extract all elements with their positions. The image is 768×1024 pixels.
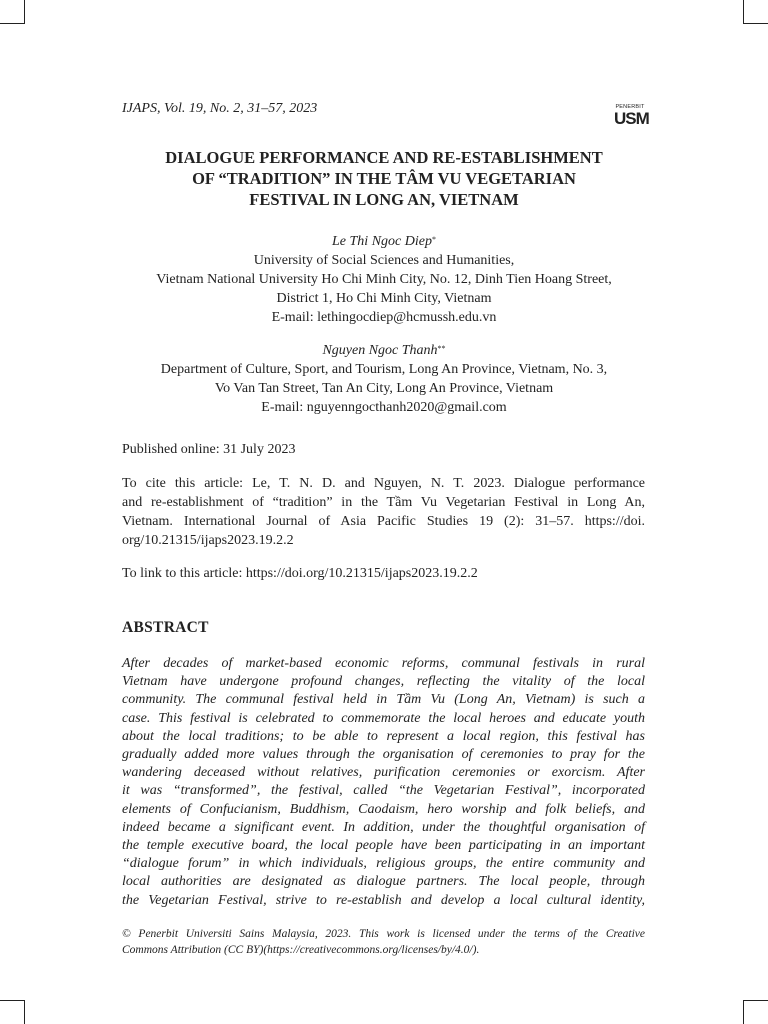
author-1-name: Le Thi Ngoc Diep [332,234,432,249]
abstract-line: gradually added more values through the organisation of ceremonies to pray for the [122,747,645,763]
abstract-line: community. The communal festival held in Tầm Vu (Long An, Vietnam) is such a [122,692,645,708]
crop-mark [24,0,25,24]
author-2-email: E-mail: nguyenngocthanh2020@gmail.com [261,400,507,415]
published-text: Published online: 31 July 2023 [122,442,296,457]
abstract-line: indeed became a significant event. In addition, under the thoughtful organisation of [122,819,645,835]
author-2-name-line [100,341,668,360]
paper-title [100,147,668,210]
abstract-line: elements of Confucianism, Buddhism, Caodaism, hero worship and folk beliefs, and [122,801,645,817]
link-paragraph [122,564,645,583]
author-2-affiliation: Vo Van Tan Street, Tan An City, Long An Province, Vietnam [214,381,554,396]
crop-mark [0,23,24,24]
abstract-heading: ABSTRACT [122,619,209,636]
crop-mark [743,0,744,24]
author-1-affiliation: Vietnam National University Ho Chi Minh City, No. 12, Dinh Tien Hoang Street, [156,272,612,287]
abstract-line: case. This festival is celebrated to commemorate the local heroes and educate youth [122,710,645,726]
abstract-line: wandering deceased without relatives, purification ceremonies or exorcism. After [122,765,645,781]
crop-mark [24,1000,25,1024]
abstract-body [122,655,645,910]
author-2-affiliation: Department of Culture, Sport, and Tourism, Long An Province, Vietnam, No. 3, [160,362,608,377]
license-footer [122,926,645,958]
logo-main-text: USM [614,109,649,128]
citation-line: and re-establishment of “tradition” in the Tầm Vu Vegetarian Festival in Long An, [122,495,645,510]
citation-line: To cite this article: Le, T. N. D. and Nguyen, N. T. 2023. Dialogue performance [122,476,645,491]
abstract-line: about the local traditions; to be able to represent a local region, this festival has [122,728,645,744]
abstract-line: it was “transformed”, the festival, called “the Vegetarian Festival”, incorporated [122,783,645,799]
author-1-name-line [100,232,668,251]
abstract-line: the Vegetarian Festival, strive to re-establish and develop a local cultural identity, [122,892,645,908]
crop-mark [744,1000,768,1001]
author-2-name: Nguyen Ngoc Thanh [322,343,438,358]
author-1-affiliation: University of Social Sciences and Humanities, [253,253,515,268]
title-line: FESTIVAL IN LONG AN, VIETNAM [249,190,519,209]
license-line: © Penerbit Universiti Sains Malaysia, 2023. This work is licensed under the terms of the Creative [122,928,645,940]
abstract-line: After decades of market-based economic reforms, communal festivals in rural [122,656,645,671]
author-2-block [100,341,668,417]
crop-mark [743,1000,744,1024]
abstract-line: Vietnam have undergone profound changes, reflecting the vitality of the local [122,674,645,690]
article-link: To link to this article: https://doi.org/10.21315/ijaps2023.19.2.2 [122,566,478,581]
abstract-line: the temple executive board, the local people have been participating in an important [122,838,645,854]
publisher-logo [614,104,649,128]
crop-mark [0,1000,24,1001]
author-2-marker: ** [437,344,446,353]
license-line: Commons Attribution (CC BY)(https://creativecommons.org/licenses/by/4.0/). [122,944,480,956]
author-1-marker: * [431,235,436,244]
published-date [122,440,645,459]
crop-mark [744,23,768,24]
abstract-line: local authorities are designated as dialogue partners. The local people, through [122,874,645,890]
logo-top-text: PENERBIT [615,104,645,110]
author-1-block [100,232,668,327]
citation-paragraph [122,474,645,550]
author-1-email: E-mail: lethingocdiep@hcmussh.edu.vn [271,310,497,325]
title-line: DIALOGUE PERFORMANCE AND RE-ESTABLISHMENT [165,148,603,167]
citation-line: Vietnam. International Journal of Asia Pacific Studies 19 (2): 31–57. https://doi. [122,514,645,529]
journal-citation: IJAPS, Vol. 19, No. 2, 31–57, 2023 [122,101,318,116]
abstract-line: “dialogue forum” in which individuals, religious groups, the entire community and [122,856,645,872]
citation-line: org/10.21315/ijaps2023.19.2.2 [122,533,294,548]
author-1-affiliation: District 1, Ho Chi Minh City, Vietnam [276,291,492,306]
title-line: OF “TRADITION” IN THE TÂM VU VEGETARIAN [192,169,576,188]
